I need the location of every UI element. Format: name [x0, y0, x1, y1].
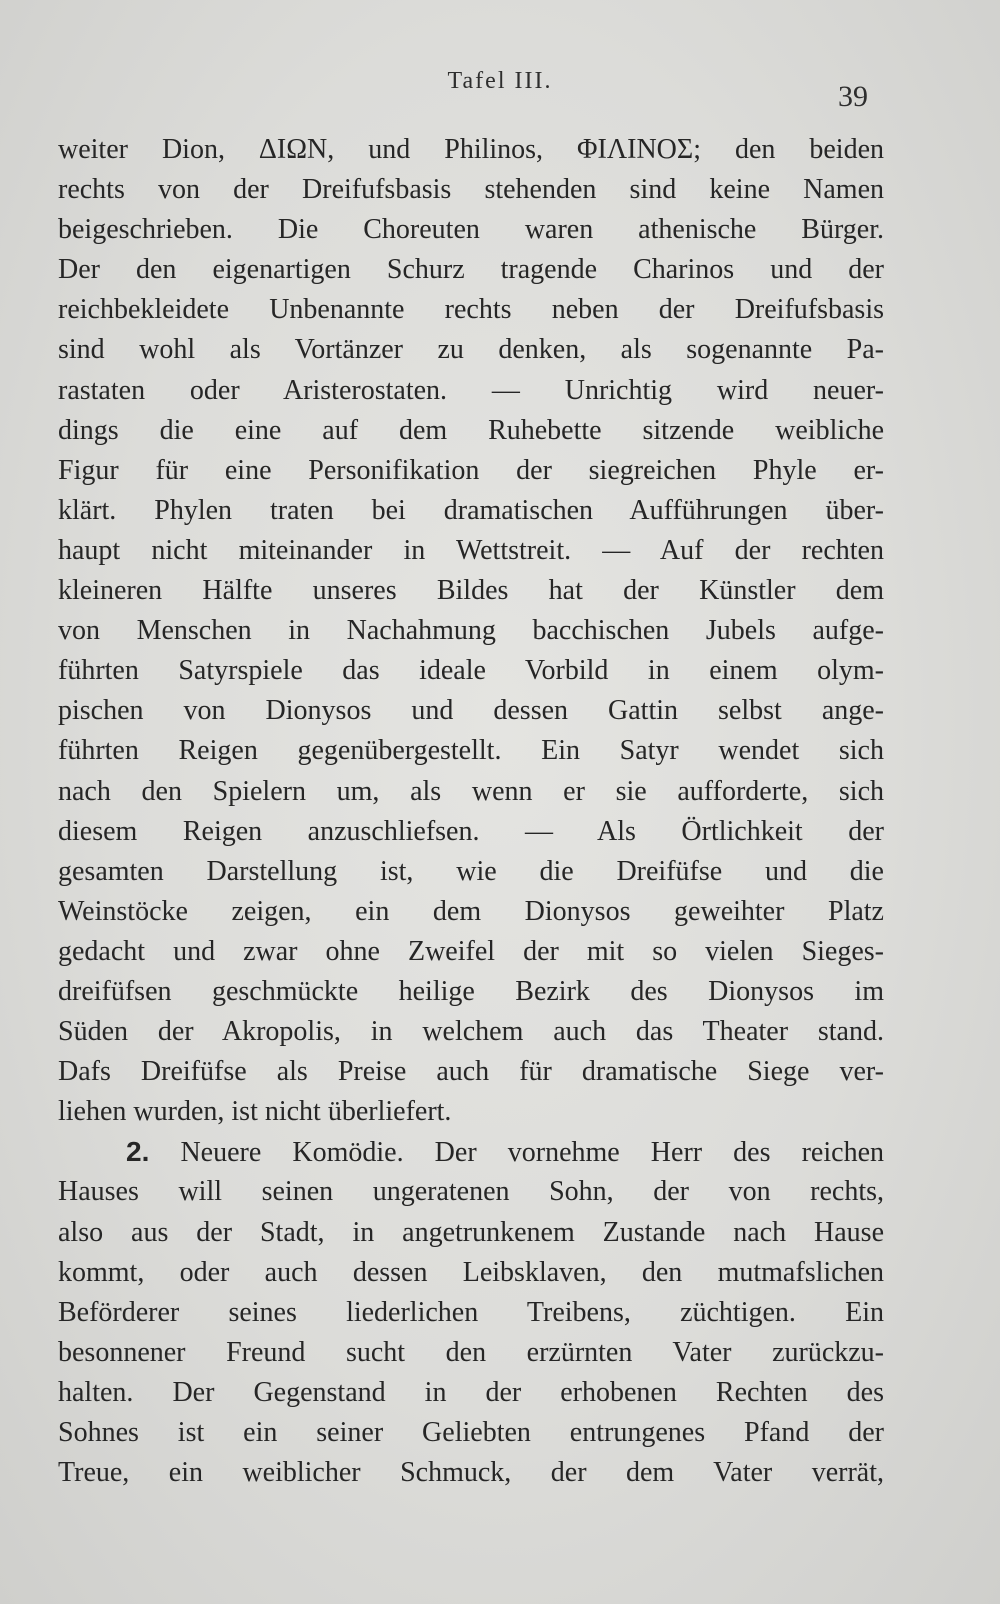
text-line: Sohnes ist ein seiner Geliebten entrungenes Pfand der	[58, 1417, 884, 1448]
paragraph-last-line: liehen wurden, ist nicht überliefert.	[58, 1096, 452, 1128]
body-text	[58, 130, 884, 1493]
text-line: haupt nicht miteinander in Wettstreit. — Auf der rechten	[58, 534, 884, 566]
text-line: besonnener Freund sucht den erzürnten Vater zurückzu-	[58, 1336, 884, 1368]
text-line: beigeschrieben. Die Choreuten waren athenische Bürger.	[58, 214, 884, 246]
text-line: kleineren Hälfte unseres Bildes hat der Künstler dem	[58, 575, 884, 607]
section-2-lead-text: Neuere Komödie. Der vornehme Herr des reichen	[180, 1137, 884, 1169]
text-line: rechts von der Dreifufsbasis stehenden sind keine Namen	[58, 174, 884, 206]
text-line: halten. Der Gegenstand in der erhobenen Rechten des	[58, 1376, 884, 1408]
text-line: gedacht und zwar ohne Zweifel der mit so vielen Sieges-	[58, 935, 884, 967]
text-line: weiter Dion, ΔΙΩΝ, und Philinos, ΦΙΛΙΝΟΣ; den beiden	[58, 134, 884, 165]
text-line: kommt, oder auch dessen Leibsklaven, den mutmafslichen	[58, 1256, 884, 1288]
text-line: Dafs Dreifüfse als Preise auch für dramatische Siege ver-	[58, 1056, 884, 1088]
text-line: nach den Spielern um, als wenn er sie aufforderte, sich	[58, 775, 884, 807]
section-2-first-line	[58, 1132, 884, 1172]
running-title: Tafel III.	[447, 68, 553, 94]
text-line: rastaten oder Aristerostaten. — Unrichtig wird neuer-	[58, 374, 884, 406]
text-line: Hauses will seinen ungeratenen Sohn, der von rechts,	[58, 1176, 884, 1208]
text-line: sind wohl als Vortänzer zu denken, als sogenannte Pa-	[58, 334, 884, 366]
text-line: Weinstöcke zeigen, ein dem Dionysos geweihter Platz	[58, 895, 884, 927]
text-line: pischen von Dionysos und dessen Gattin selbst ange-	[58, 695, 884, 727]
text-line: Der den eigenartigen Schurz tragende Charinos und der	[58, 254, 884, 286]
text-line: klärt. Phylen traten bei dramatischen Aufführungen über-	[58, 494, 884, 526]
section-number: 2.	[126, 1136, 150, 1168]
text-line: führten Reigen gegenübergestellt. Ein Satyr wendet sich	[58, 735, 884, 767]
text-line: Figur für eine Personifikation der siegreichen Phyle er-	[58, 454, 884, 486]
text-line: dreifüfsen geschmückte heilige Bezirk des Dionysos im	[58, 975, 884, 1007]
text-line: diesem Reigen anzuschliefsen. — Als Örtlichkeit der	[58, 815, 884, 847]
text-line: von Menschen in Nachahmung bacchischen Jubels aufge-	[58, 615, 884, 647]
text-line: Beförderer seines liederlichen Treibens, züchtigen. Ein	[58, 1296, 884, 1328]
page-number: 39	[838, 80, 868, 113]
text-line: Treue, ein weiblicher Schmuck, der dem Vater verrät,	[58, 1457, 884, 1489]
text-line: also aus der Stadt, in angetrunkenem Zustande nach Hause	[58, 1216, 884, 1248]
text-line: gesamten Darstellung ist, wie die Dreifüfse und die	[58, 855, 884, 887]
text-line: reichbekleidete Unbenannte rechts neben der Dreifufsbasis	[58, 294, 884, 326]
text-line: dings die eine auf dem Ruhebette sitzende weibliche	[58, 414, 884, 446]
text-line: Süden der Akropolis, in welchem auch das Theater stand.	[58, 1016, 884, 1048]
text-line: führten Satyrspiele das ideale Vorbild in einem olym-	[58, 655, 884, 687]
